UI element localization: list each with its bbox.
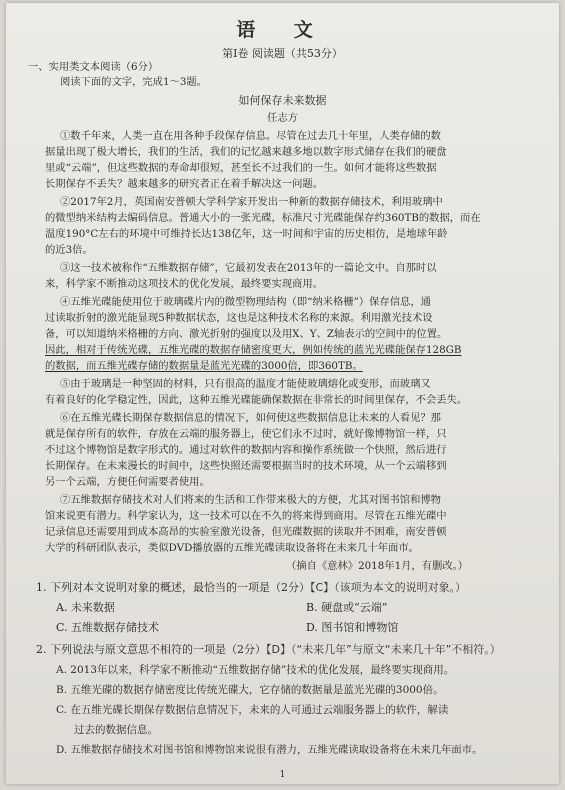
article-line: 另一个云端，方便任何需要者使用。 xyxy=(45,476,210,488)
article-line-underlined: 的数据，而五维光碟存储的数据量是蓝光光碟的3000倍，即360TB。 xyxy=(45,360,363,372)
article-line: 温度190°C左右的环境中可维持长达138亿年，这一时间和宇宙的历史相仿，是地球年龄 xyxy=(45,228,448,240)
article-line: 来，科学家不断推动这项技术的优化发展，最终要实现商用。 xyxy=(45,278,324,290)
article-author: 任志方 xyxy=(267,112,298,124)
article-line: 记录信息还需要用到成本高昂的实验室激光设备，但光碟数据的读取并不困难，南安普顿 xyxy=(45,526,447,538)
option-d: D. 五维数据存储技术对图书馆和博物馆来说很有潜力，五维光碟读取设备将在未来几年面市。 xyxy=(56,744,483,756)
option-b: B. 五维光碟的数据存储密度比传统光碟大，它存储的数据量是蓝光光碟的3000倍。 xyxy=(56,684,444,696)
article-line: 有着良好的化学稳定性，因此，这种五维光碟能确保数据在非常长的时间里保存，不会丢失。 xyxy=(45,394,468,406)
article-line: ②2017年2月，英国南安普顿大学科学家开发出一种新的数据存储技术，利用玻璃中 xyxy=(60,196,443,208)
article-line: ⑦五维数据存储技术对人们将来的生活和工作带来极大的方便，尤其对图书馆和博物 xyxy=(60,494,441,506)
option-a: A. 未来数据 xyxy=(56,601,115,614)
option-a: A. 2013年以来，科学家不断推动“五维数据存储”技术的优化发展，最终要实现商用。 xyxy=(56,664,455,676)
article-line: 就是保存所有的软件，存放在云端的服务器上，使它们永不过时，就好像博物馆一样，只 xyxy=(45,428,447,440)
handwritten-answer: 【D】（“未来几年”与原文“未来几十年”不相符。） xyxy=(266,643,501,656)
article-line: ⑥在五维光碟长期保存数据信息的情况下，如何使这些数据信息让未来的人看见？那 xyxy=(60,412,441,424)
article-line: ③这一技术被称作“五维数据存储”，它最初发表在2013年的一篇论文中。自那时以 xyxy=(60,262,437,274)
page-number: 1 xyxy=(279,770,286,780)
article-line: ④五维光碟能使用位于玻璃碟片内的微型物理结构（即“纳米格栅”）保存信息，通 xyxy=(60,296,431,308)
section-heading: 第Ⅰ卷 阅读题（共53分） xyxy=(222,47,343,60)
article-line: ①数千年来，人类一直在用各种手段保存信息。尽管在过去几十年里，人类存储的数 xyxy=(60,130,441,142)
article-line: 里或“云端”，但这些数据的寿命却很短，甚至长不过我们的一生。如何才能将这些数据 xyxy=(45,162,437,174)
article-line: 馆来说更有潜力。科学家认为，这一技术可以在不久的将来得到商用。尽管在五维光碟中 xyxy=(45,510,447,522)
page-title: 语 文 xyxy=(236,19,329,41)
article-line: 长期保存不丢失？越来越多的研究者正在着手解决这一问题。 xyxy=(45,178,324,190)
option-b: B. 硬盘或“云端” xyxy=(306,601,388,614)
option-c-continued: 过去的数据信息。 xyxy=(74,724,158,736)
article-line: 的微型纳米结构去编码信息。普通大小的一张光碟，标准尺寸光碟能保存约360TB的数据，而在 xyxy=(45,212,481,224)
article-line: 过读取折射的激光能显现5种数据状态，这也是这种技术名称的来源。利用激光技术设 xyxy=(45,312,433,324)
article-source: （摘自《意林》2018年1月，有删改。） xyxy=(286,560,469,572)
article-line: ⑤由于玻璃是一种坚固的材料，只有很高的温度才能使玻璃熔化或变形，而玻璃又 xyxy=(60,378,431,390)
option-c: C. 五维数据存储技术 xyxy=(56,621,160,634)
article-line: 大学的科研团队表示，类似DVD播放器的五维光碟读取设备将在未来几十年面市。 xyxy=(45,542,419,554)
article-line: 长期保存。在未来漫长的时间中，这些快照还需要根据当时的技术环境，从一个云端移到 xyxy=(45,460,447,472)
article-line: 备，可以知道纳米格栅的方向、激光折射的强度以及用X、Y、Z轴表示的空间中的位置。 xyxy=(45,328,448,340)
article-line: 据量出现了极大增长，我们的生活，我们的记忆越来越多地以数字形式储存在我们的硬盘 xyxy=(45,146,447,158)
article-line: 的近3倍。 xyxy=(45,244,93,256)
article-line: 不过这个博物馆是数字形式的。通过对软件的数据内容和操作系统做一个快照，然后进行 xyxy=(45,444,447,456)
question-stem-text: 1. 下列对本文说明对象的概述，最恰当的一项是（2分） xyxy=(36,581,310,594)
article-title: 如何保存未来数据 xyxy=(238,94,327,107)
question-stem-text: 2. 下列说法与原文意思不相符的一项是（2分） xyxy=(36,643,266,656)
article-line-underlined: 因此，相对于传统光碟，五维光碟的数据存储密度更大，例如传统的蓝光光碟能保存128GB xyxy=(45,344,462,356)
handwritten-answer: 【C】（该项为本文的说明对象。） xyxy=(310,581,467,594)
option-c: C. 在五维光碟长期保存数据信息情况下，未来的人可通过云端服务器上的软件，解读 xyxy=(56,704,449,716)
option-d: D. 图书馆和博物馆 xyxy=(306,621,399,634)
exam-page xyxy=(6,3,559,784)
part-heading: 一、实用类文本阅读（6分） xyxy=(28,61,159,73)
question-stem xyxy=(36,581,466,595)
reading-instruction: 阅读下面的文字，完成1～3题。 xyxy=(60,76,207,88)
question-stem xyxy=(36,643,501,657)
